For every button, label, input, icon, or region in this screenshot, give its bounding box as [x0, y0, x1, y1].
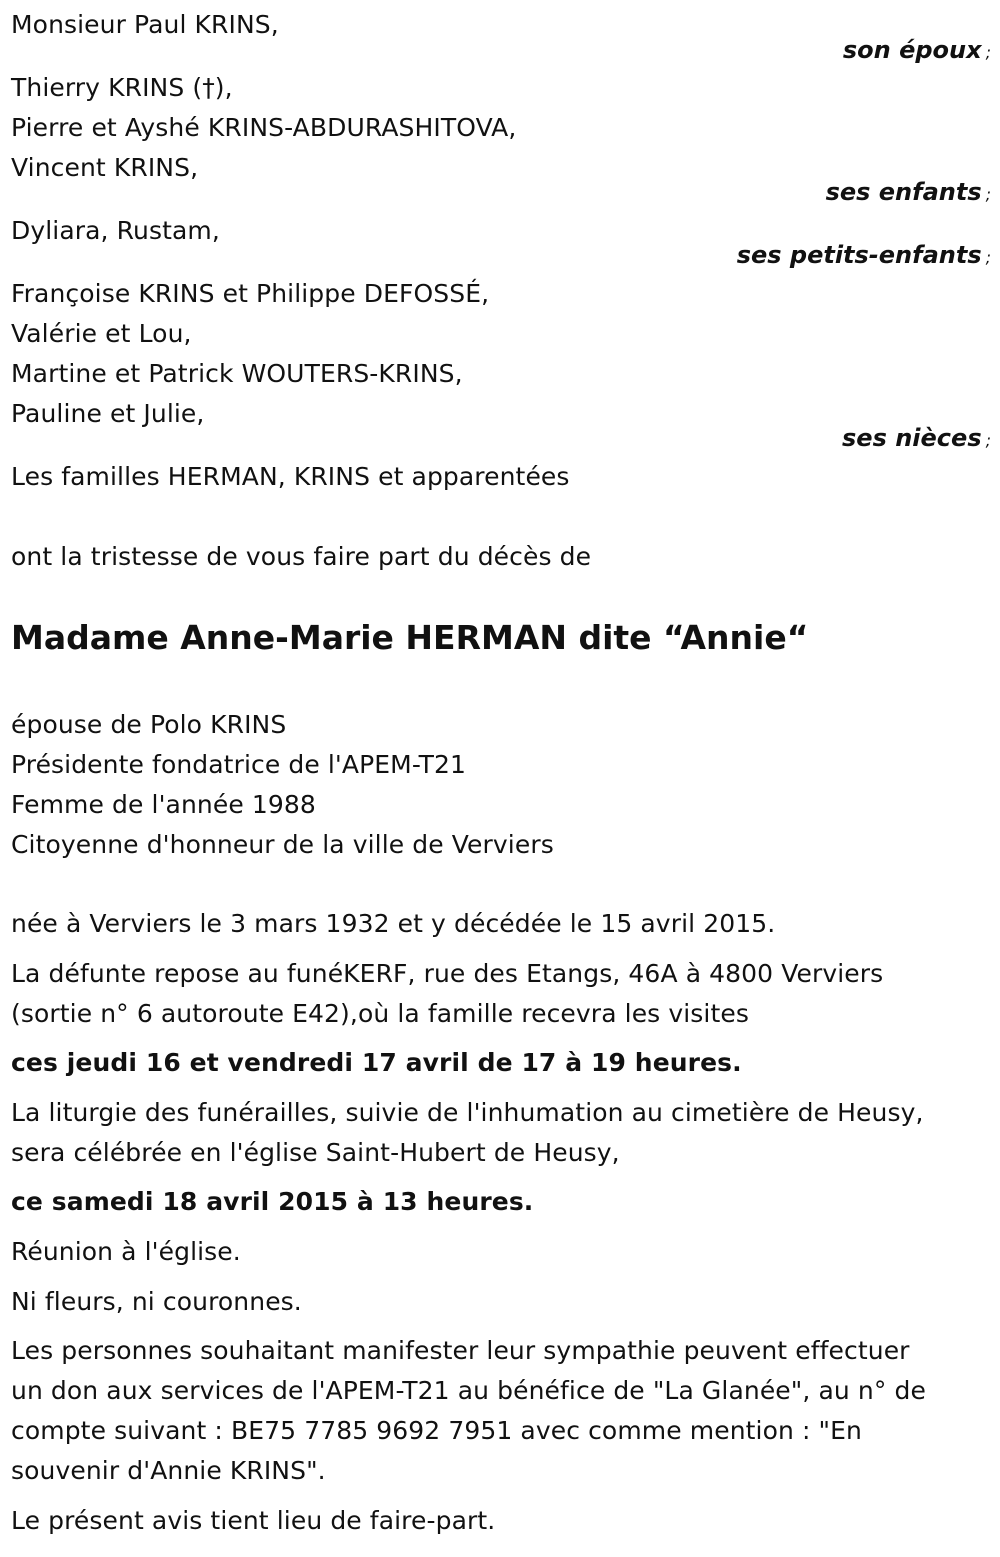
niece-name: Pauline et Julie, — [11, 399, 205, 428]
children-role-label: ses enfants — [825, 178, 982, 206]
grandchildren-role-label: ses petits-enfants — [736, 241, 982, 269]
visits-line: ces jeudi 16 et vendredi 17 avril de 17 à 19 heures. — [11, 1048, 742, 1077]
title-line: Citoyenne d'honneur de la ville de Verviers — [11, 830, 554, 859]
nieces-role-separator: ; — [985, 431, 991, 450]
liturgy-line: sera célébrée en l'église Saint-Hubert de Heusy, — [11, 1138, 620, 1167]
child-name: Vincent KRINS, — [11, 153, 199, 182]
grandchild-names: Dyliara, Rustam, — [11, 216, 220, 245]
donation-line: souvenir d'Annie KRINS". — [11, 1456, 326, 1485]
birth-death-line: née à Verviers le 3 mars 1932 et y décédée le 15 avril 2015. — [11, 909, 776, 938]
title-line: Femme de l'année 1988 — [11, 790, 316, 819]
donation-line: compte suivant : BE75 7785 9692 7951 avec comme mention : "En — [11, 1416, 862, 1445]
repose-line: (sortie n° 6 autoroute E42),où la famille recevra les visites — [11, 999, 749, 1028]
niece-name: Martine et Patrick WOUTERS-KRINS, — [11, 359, 463, 388]
title-line: épouse de Polo KRINS — [11, 710, 287, 739]
child-name: Pierre et Ayshé KRINS-ABDURASHITOVA, — [11, 113, 517, 142]
spouse-name: Monsieur Paul KRINS, — [11, 10, 279, 39]
spouse-role — [843, 35, 991, 68]
ceremony-line: ce samedi 18 avril 2015 à 13 heures. — [11, 1187, 534, 1216]
obituary-notice — [11, 0, 991, 1557]
donation-line: Les personnes souhaitant manifester leur sympathie peuvent effectuer — [11, 1336, 910, 1365]
families-line: Les familles HERMAN, KRINS et apparentées — [11, 462, 570, 491]
reunion-line: Réunion à l'église. — [11, 1237, 241, 1266]
closing-line: Le présent avis tient lieu de faire-part. — [11, 1506, 496, 1535]
niece-name: Valérie et Lou, — [11, 319, 192, 348]
spouse-role-label: son époux — [842, 36, 982, 64]
liturgy-line: La liturgie des funérailles, suivie de l'inhumation au cimetière de Heusy, — [11, 1098, 924, 1127]
deceased-name: Madame Anne-Marie HERMAN dite “Annie“ — [11, 618, 809, 657]
children-role — [826, 177, 991, 210]
spouse-role-separator: ; — [985, 43, 991, 62]
children-role-separator: ; — [985, 185, 991, 204]
grandchildren-role-separator: ; — [985, 248, 991, 267]
repose-line: La défunte repose au funéKERF, rue des Etangs, 46A à 4800 Verviers — [11, 959, 884, 988]
grandchildren-role — [737, 240, 991, 273]
flowers-line: Ni fleurs, ni couronnes. — [11, 1287, 302, 1316]
niece-name: Françoise KRINS et Philippe DEFOSSÉ, — [11, 279, 490, 308]
nieces-role — [842, 423, 991, 456]
child-name: Thierry KRINS (†), — [11, 73, 233, 102]
nieces-role-label: ses nièces — [842, 424, 982, 452]
donation-line: un don aux services de l'APEM-T21 au bénéfice de "La Glanée", au n° de — [11, 1376, 926, 1405]
announcement-line: ont la tristesse de vous faire part du décès de — [11, 542, 592, 571]
title-line: Présidente fondatrice de l'APEM-T21 — [11, 750, 467, 779]
